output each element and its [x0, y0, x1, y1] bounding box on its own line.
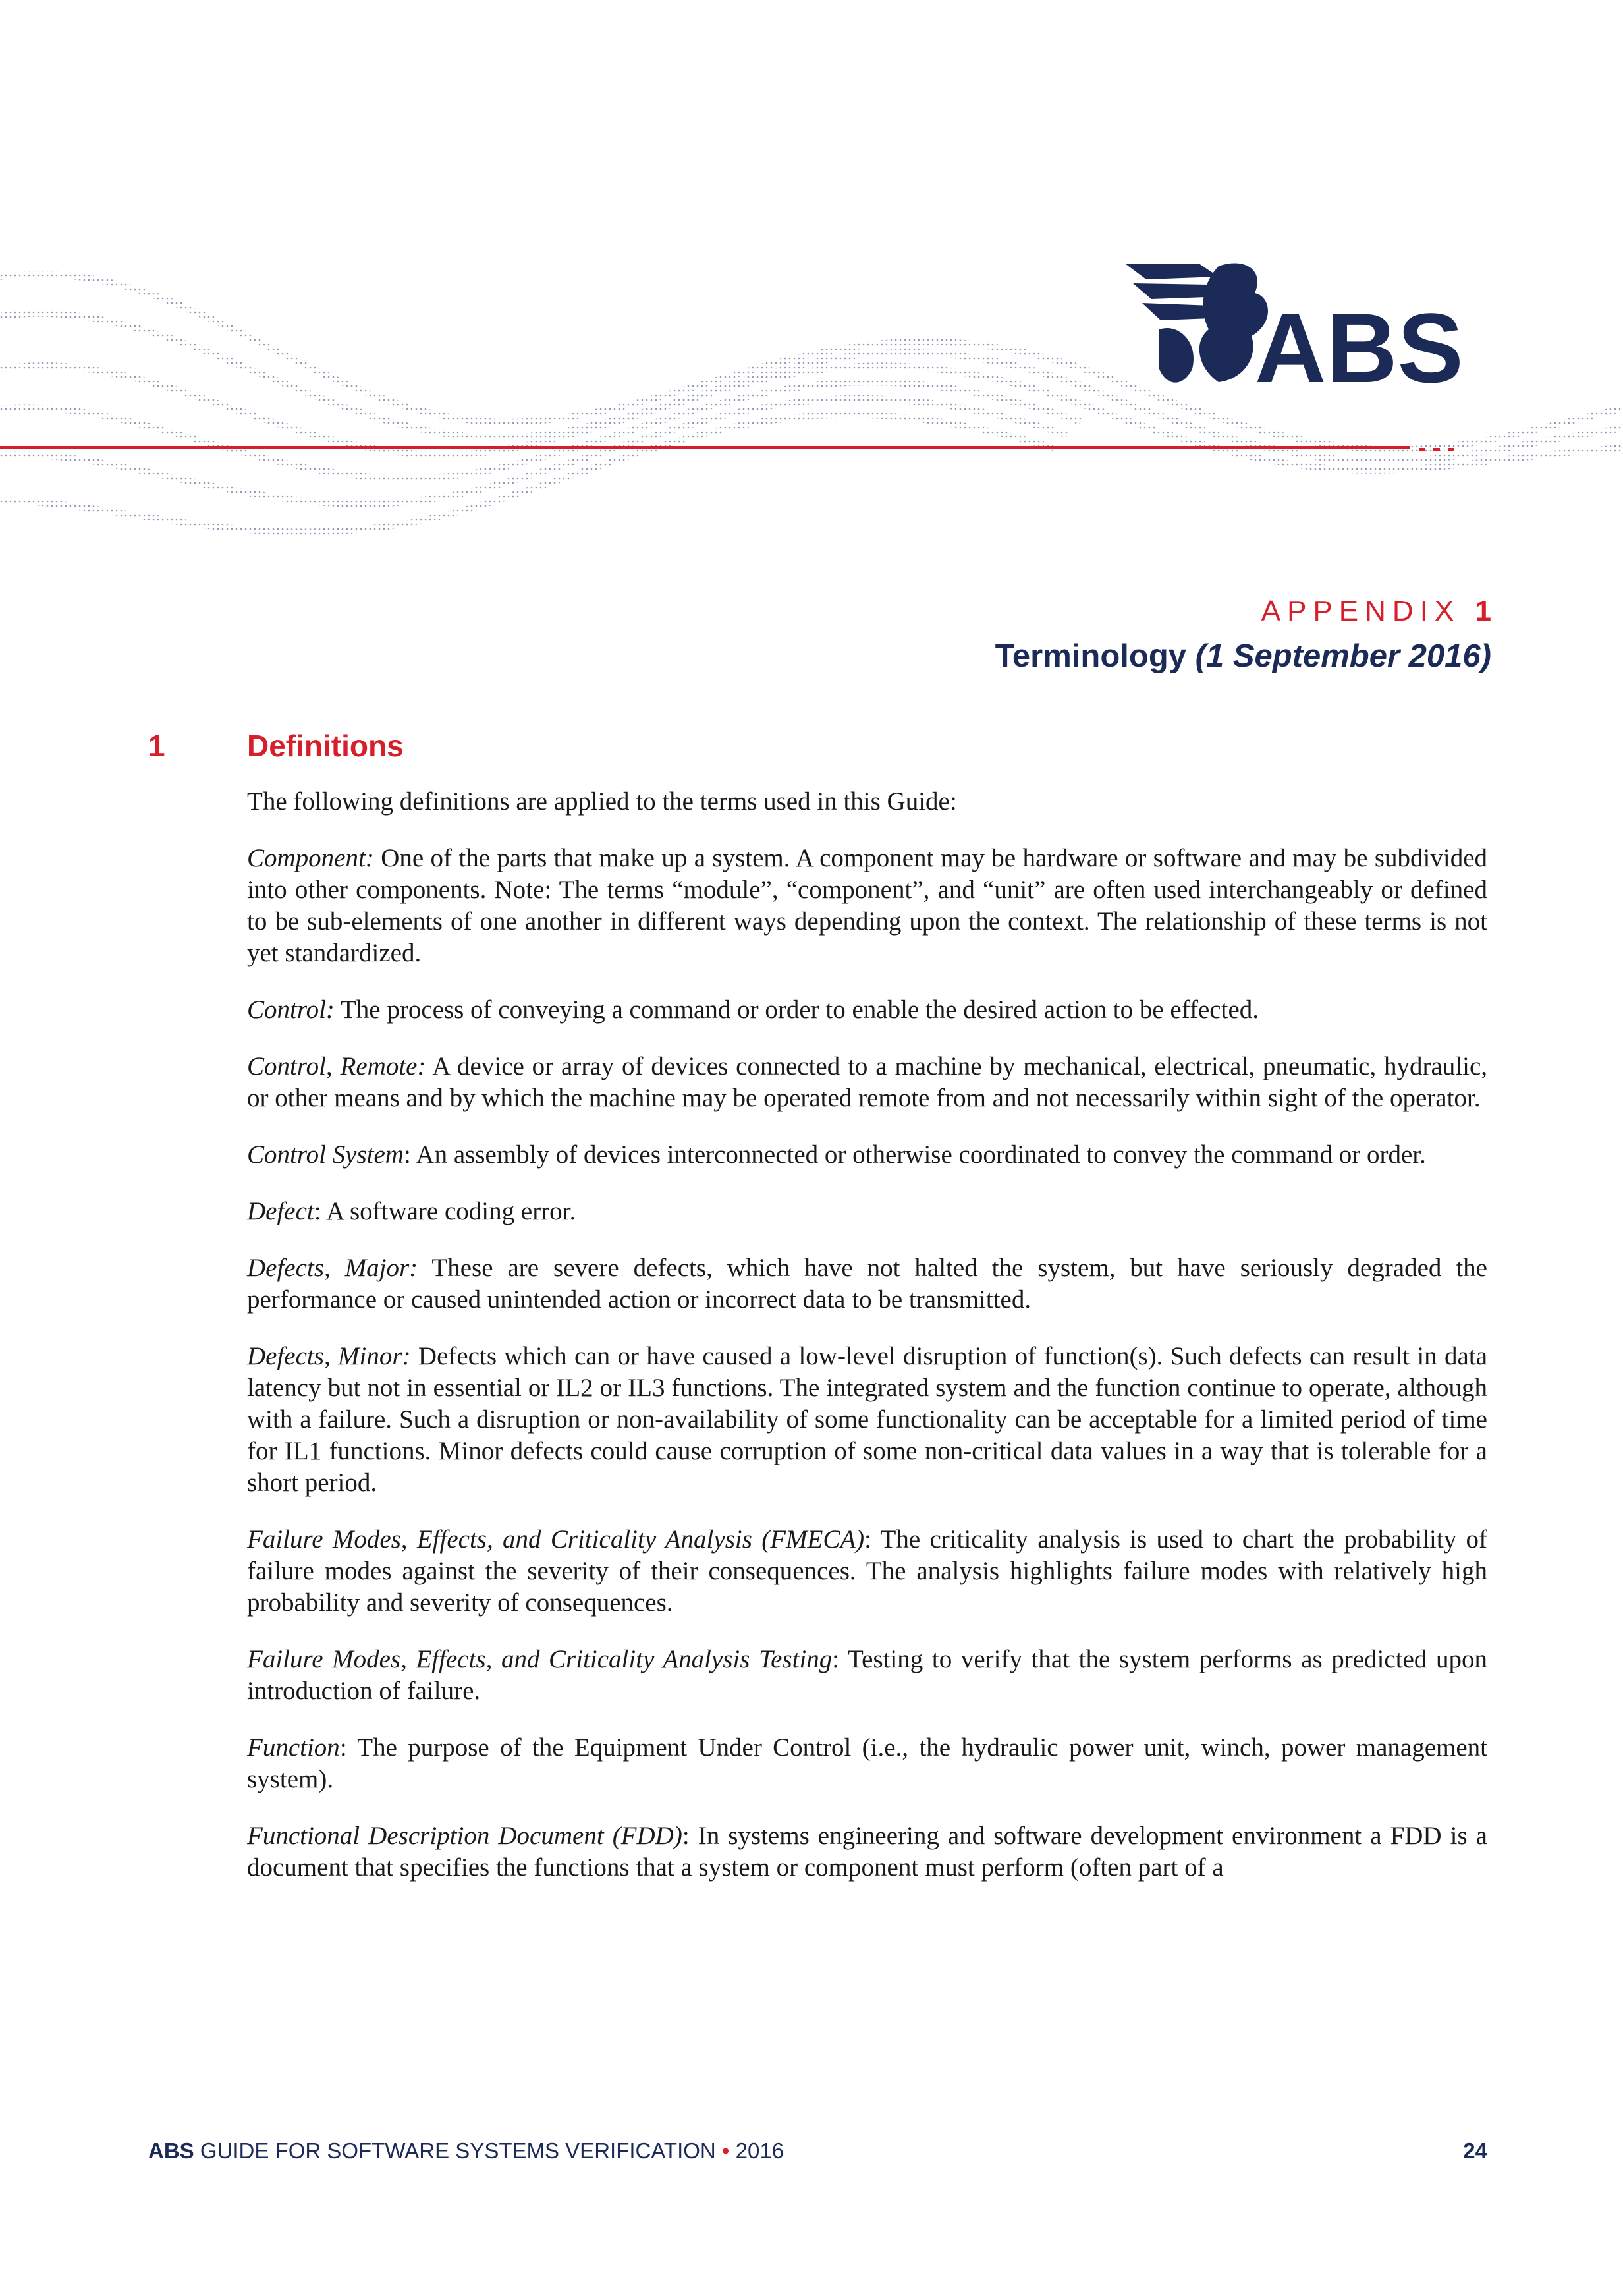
page-number: 24 — [1463, 2139, 1487, 2163]
page-footer — [148, 2139, 1487, 2164]
definition-paragraph — [247, 1051, 1487, 1114]
footer-bullet: • — [721, 2139, 730, 2163]
footer-guide-title: GUIDE FOR SOFTWARE SYSTEMS VERIFICATION — [200, 2139, 716, 2163]
definition-text: : The purpose of the Equipment Under Control (i.e., the hydraulic power unit, winch, power management system). — [247, 1733, 1487, 1793]
definition-term: Defects, Major: — [247, 1254, 418, 1282]
abs-eagle-emblem — [1120, 257, 1475, 402]
definition-paragraph — [247, 843, 1487, 969]
definition-text: One of the parts that make up a system. A component may be hardware or software and may be subdivided into other components. Note: The terms “module”, “component”, and “unit” are often used interchangeably or defined to be sub-elements of one another in different ways depending upon the context. The relationship of these terms is not yet standardized. — [247, 844, 1487, 967]
section-title: Definitions — [247, 729, 404, 763]
definition-term: Control, Remote: — [247, 1052, 426, 1080]
definition-text: Defects which can or have caused a low-level disruption of function(s). Such defects can result in data latency but not in essential or IL2 or IL3 functions. The integrated system and the function continue to operate, although with a failure. Such a disruption or non-availability of some functionality can be acceptable for a limited period of time for IL1 functions. Minor defects could cause corruption of some non-critical data values in a way that is tolerable for a short period. — [247, 1342, 1487, 1497]
definition-paragraph — [247, 1820, 1487, 1884]
definition-term: Failure Modes, Effects, and Criticality Analysis (FMECA) — [247, 1525, 865, 1554]
page-title — [995, 638, 1491, 675]
title-text: Terminology — [995, 638, 1186, 674]
definition-term: Defect — [247, 1197, 314, 1225]
definition-paragraph — [247, 1139, 1487, 1171]
definition-term: Component: — [247, 844, 374, 872]
appendix-label — [1261, 595, 1491, 628]
header-red-dashes — [1411, 443, 1454, 451]
definition-paragraph — [247, 1644, 1487, 1707]
definition-paragraph — [247, 1524, 1487, 1619]
definition-text: A device or array of devices connected to a machine by mechanical, electrical, pneumatic, hydraulic, or other means and by which the machine may be operated remote from and not necessarily within sight of the operator. — [247, 1052, 1488, 1112]
definition-term: Functional Description Document (FDD) — [247, 1822, 682, 1850]
definition-paragraph — [247, 1252, 1487, 1316]
definition-term: Control System — [247, 1140, 404, 1169]
definition-term: Function — [247, 1733, 340, 1762]
definition-text: These are severe defects, which have not halted the system, but have seriously degraded the performance or caused unintended action or incorrect data to be transmitted. — [247, 1254, 1487, 1314]
appendix-number: 1 — [1475, 595, 1491, 627]
definition-text: : The criticality analysis is used to chart the probability of failure modes against the severity of their consequences. The analysis highlights failure modes with relatively high probability and severity of consequences. — [247, 1525, 1487, 1617]
definition-text: : In systems engineering and software development environment a FDD is a document that specifies the functions that a system or component must perform (often part of a — [247, 1822, 1487, 1882]
section-number: 1 — [148, 729, 165, 763]
definition-paragraph — [247, 1732, 1487, 1795]
definition-text: : An assembly of devices interconnected or otherwise coordinated to convey the command or order. — [403, 1140, 1426, 1169]
definition-text: : A software coding error. — [314, 1197, 576, 1225]
definitions-body — [247, 786, 1487, 1909]
appendix-word: APPENDIX — [1261, 595, 1461, 627]
definition-term: Defects, Minor: — [247, 1342, 411, 1370]
footer-brand: ABS — [148, 2139, 194, 2163]
footer-year: 2016 — [735, 2139, 784, 2163]
header-red-rule — [0, 446, 1410, 449]
definition-paragraph — [247, 1196, 1487, 1227]
logo-text: ABS — [1255, 293, 1464, 402]
definition-paragraph — [247, 1341, 1487, 1499]
definition-paragraph — [247, 994, 1487, 1026]
intro-paragraph: The following definitions are applied to the terms used in this Guide: — [247, 787, 957, 816]
definition-text: : Testing to verify that the system performs as predicted upon introduction of failure. — [247, 1645, 1487, 1705]
definition-term: Failure Modes, Effects, and Criticality Analysis Testing — [247, 1645, 833, 1673]
definition-text: The process of conveying a command or order to enable the desired action to be effected. — [334, 995, 1259, 1024]
title-date: (1 September 2016) — [1195, 638, 1491, 674]
definition-term: Control: — [247, 995, 335, 1024]
